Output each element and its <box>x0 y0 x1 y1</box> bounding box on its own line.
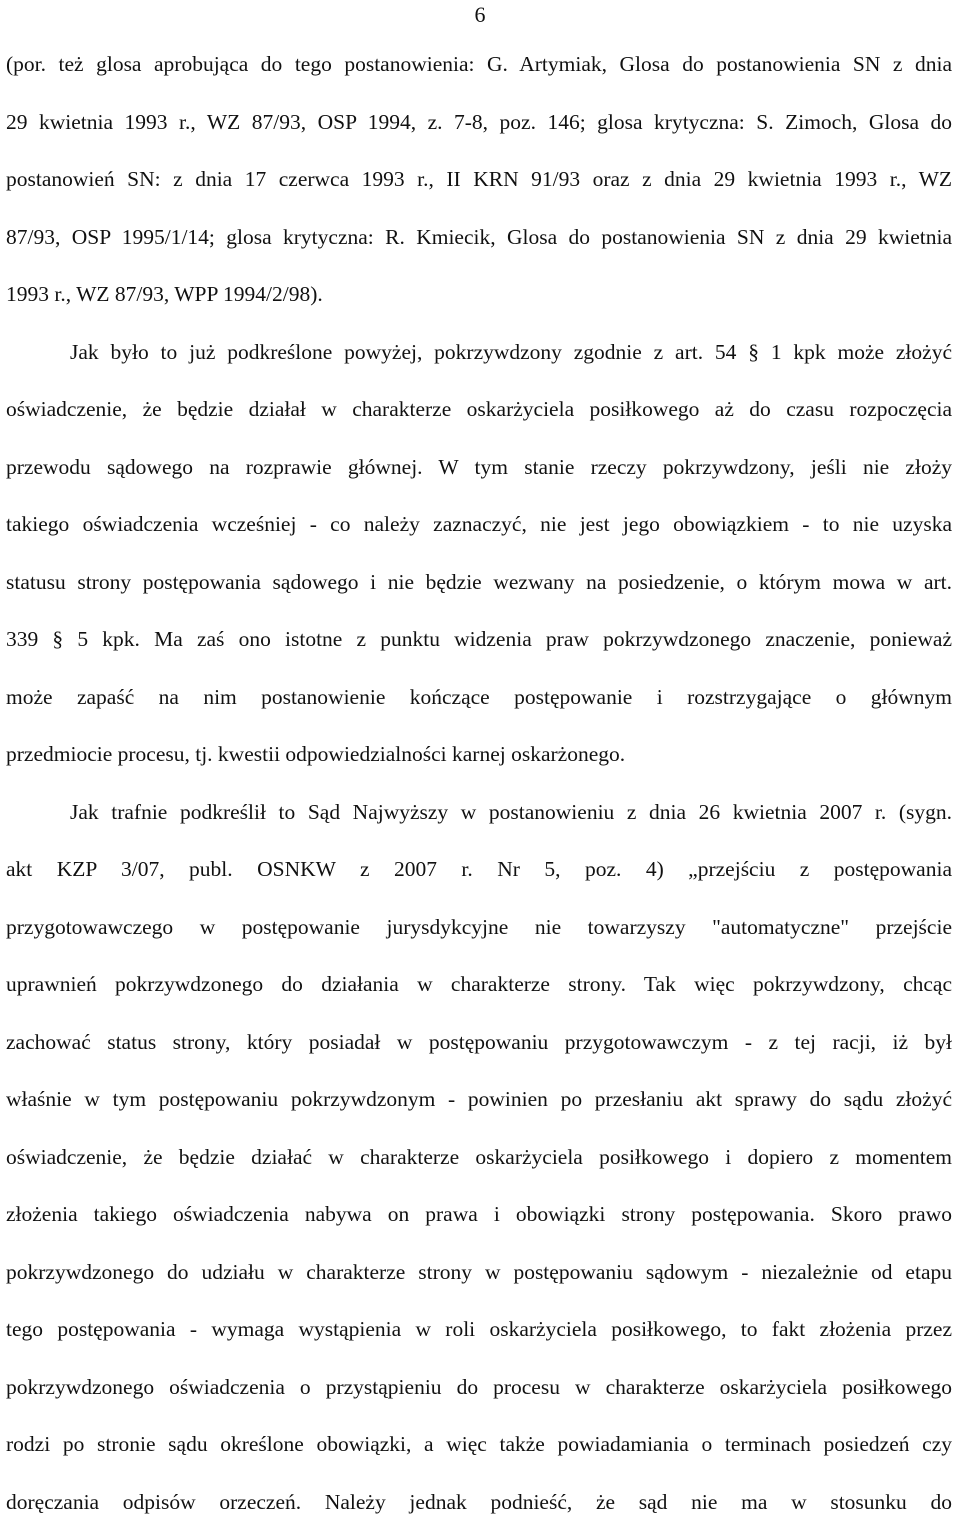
text-line: przewodu sądowego na rozprawie głównej. W tym stanie rzeczy pokrzywdzony, jeśli nie złoży <box>6 439 952 497</box>
text-line: statusu strony postępowania sądowego i nie będzie wezwany na posiedzenie, o którym mowa w art. <box>6 554 952 612</box>
text-line: postanowień SN: z dnia 17 czerwca 1993 r., II KRN 91/93 oraz z dnia 29 kwietnia 1993 r., WZ <box>6 151 952 209</box>
text-line: złożenia takiego oświadczenia nabywa on prawa i obowiązki strony postępowania. Skoro prawo <box>6 1186 952 1244</box>
text-line: 29 kwietnia 1993 r., WZ 87/93, OSP 1994, z. 7-8, poz. 146; glosa krytyczna: S. Zimoch, Glosa do <box>6 94 952 152</box>
text-line: uprawnień pokrzywdzonego do działania w charakterze strony. Tak więc pokrzywdzony, chcąc <box>6 956 952 1014</box>
text-line: oświadczenie, że będzie działać w charakterze oskarżyciela posiłkowego i dopiero z momentem <box>6 1129 952 1187</box>
text-line: pokrzywdzonego oświadczenia o przystąpieniu do procesu w charakterze oskarżyciela posiłkowego <box>6 1359 952 1417</box>
text-line: Jak było to już podkreślone powyżej, pokrzywdzony zgodnie z art. 54 § 1 kpk może złożyć <box>6 324 952 382</box>
text-line: 87/93, OSP 1995/1/14; glosa krytyczna: R. Kmiecik, Glosa do postanowienia SN z dnia 29 kwietnia <box>6 209 952 267</box>
text-line: rodzi po stronie sądu określone obowiązki, a więc także powiadamiania o terminach posiedzeń czy <box>6 1416 952 1474</box>
text-line: tego postępowania - wymaga wystąpienia w roli oskarżyciela posiłkowego, to fakt złożenia przez <box>6 1301 952 1359</box>
page-number: 6 <box>0 2 960 28</box>
text-line: (por. też glosa aprobująca do tego postanowienia: G. Artymiak, Glosa do postanowienia SN z dnia <box>6 36 952 94</box>
text-line: przygotowawczego w postępowanie jurysdykcyjne nie towarzyszy "automatyczne" przejście <box>6 899 952 957</box>
text-line: przedmiocie procesu, tj. kwestii odpowiedzialności karnej oskarżonego. <box>6 726 952 784</box>
text-line: pokrzywdzonego do udziału w charakterze strony w postępowaniu sądowym - niezależnie od etapu <box>6 1244 952 1302</box>
text-line: doręczania odpisów orzeczeń. Należy jednak podnieść, że sąd nie ma w stosunku do <box>6 1474 952 1531</box>
text-line: 339 § 5 kpk. Ma zaś ono istotne z punktu widzenia praw pokrzywdzonego znaczenie, ponieważ <box>6 611 952 669</box>
text-line: może zapaść na nim postanowienie kończące postępowanie i rozstrzygające o głównym <box>6 669 952 727</box>
text-line: akt KZP 3/07, publ. OSNKW z 2007 r. Nr 5, poz. 4) „przejściu z postępowania <box>6 841 952 899</box>
document-body <box>6 36 952 1531</box>
text-line: oświadczenie, że będzie działał w charakterze oskarżyciela posiłkowego aż do czasu rozpoczęcia <box>6 381 952 439</box>
text-line: 1993 r., WZ 87/93, WPP 1994/2/98). <box>6 266 952 324</box>
text-line: właśnie w tym postępowaniu pokrzywdzonym - powinien po przesłaniu akt sprawy do sądu złożyć <box>6 1071 952 1129</box>
text-line: zachować status strony, który posiadał w postępowaniu przygotowawczym - z tej racji, iż był <box>6 1014 952 1072</box>
text-line: Jak trafnie podkreślił to Sąd Najwyższy w postanowieniu z dnia 26 kwietnia 2007 r. (sygn. <box>6 784 952 842</box>
text-line: takiego oświadczenia wcześniej - co należy zaznaczyć, nie jest jego obowiązkiem - to nie uzyska <box>6 496 952 554</box>
